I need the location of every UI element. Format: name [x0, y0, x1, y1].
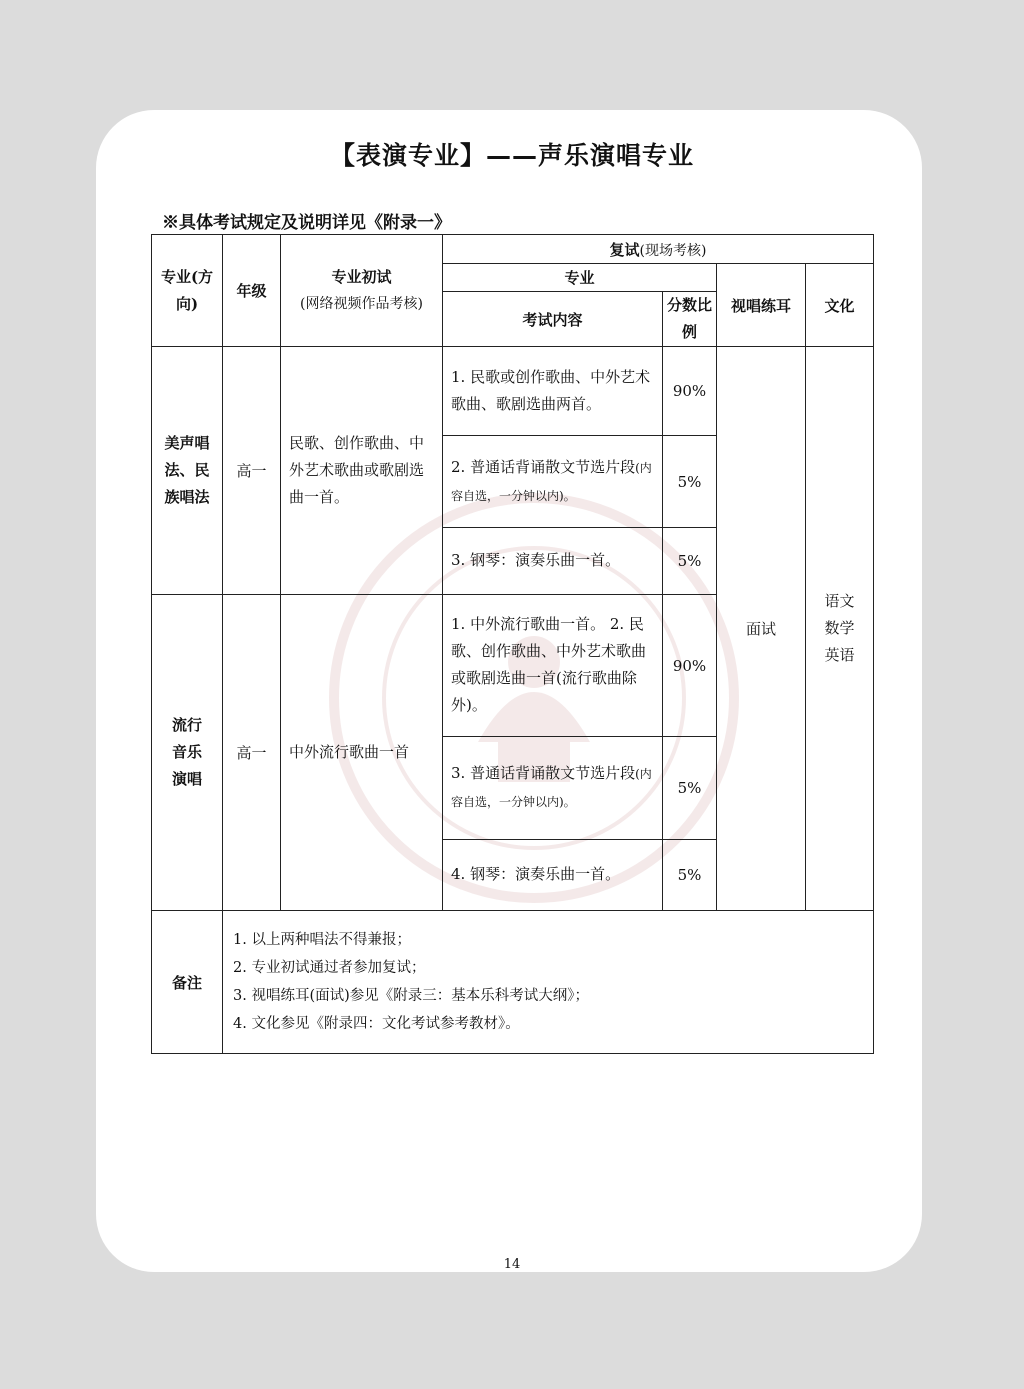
ratio-cell-1-2: 5% [663, 436, 717, 528]
header-retest-sub: (现场考核) [639, 242, 707, 259]
grade-cell-2: 高一 [223, 595, 281, 911]
content-cell-1-1: 1. 民歌或创作歌曲、中外艺术歌曲、歌剧选曲两首。 [443, 347, 663, 436]
content-cell-2-1: 1. 中外流行歌曲一首。 2. 民歌、创作歌曲、中外艺术歌曲或歌剧选曲一首(流行歌曲除外)。 [443, 595, 663, 737]
ratio-cell-2-2: 5% [663, 737, 717, 840]
page-title: 【表演专业】——声乐演唱专业 [329, 141, 694, 170]
header-major: 专业(方向) [152, 235, 223, 347]
culture-cell: 语文数学英语 [806, 347, 874, 911]
header-content: 考试内容 [443, 292, 663, 347]
remarks-cell [223, 911, 874, 1054]
exam-table [151, 234, 874, 1054]
header-retest-title: 复试 [609, 240, 640, 259]
grade-cell-1: 高一 [223, 347, 281, 595]
ratio-cell-2-3: 5% [663, 840, 717, 911]
major-cell-1: 美声唱法、民族唱法 [152, 347, 223, 595]
remark-2: 2. 专业初试通过者参加复试； [233, 960, 426, 976]
header-grade: 年级 [223, 235, 281, 347]
header-prelim [281, 235, 443, 347]
header-retest [443, 235, 874, 264]
header-specialty: 专业 [443, 264, 717, 292]
prelim-cell-2: 中外流行歌曲一首 [281, 595, 443, 911]
header-solfege: 视唱练耳 [717, 264, 806, 347]
remark-3: 3. 视唱练耳(面试)参见《附录三：基本乐科考试大纲》； [233, 988, 590, 1004]
header-culture: 文化 [806, 264, 874, 347]
content-cell-2-2: 3. 普通话背诵散文节选片段(内容自选，一分钟以内)。 [443, 737, 663, 840]
header-prelim-sub: (网络视频作品考核) [300, 295, 423, 312]
appendix-note: ※具体考试规定及说明详见《附录一》 [162, 213, 451, 233]
ratio-cell-1-1: 90% [663, 347, 717, 436]
ratio-cell-1-3: 5% [663, 528, 717, 595]
ratio-cell-2-1: 90% [663, 595, 717, 737]
solfege-cell: 面试 [717, 347, 806, 911]
content-cell-2-3: 4. 钢琴：演奏乐曲一首。 [443, 840, 663, 911]
page-number: 14 [503, 1257, 521, 1272]
remarks-label: 备注 [152, 911, 223, 1054]
major-cell-2: 流行音乐演唱 [152, 595, 223, 911]
header-ratio: 分数比例 [663, 292, 717, 347]
content-cell-1-2: 2. 普通话背诵散文节选片段(内容自选，一分钟以内)。 [443, 436, 663, 528]
remark-4: 4. 文化参见《附录四：文化考试参考教材》。 [233, 1016, 520, 1032]
content-cell-1-3: 3. 钢琴：演奏乐曲一首。 [443, 528, 663, 595]
header-prelim-title: 专业初试 [331, 267, 392, 286]
remark-1: 1. 以上两种唱法不得兼报； [233, 932, 411, 948]
prelim-cell-1: 民歌、创作歌曲、中外艺术歌曲或歌剧选曲一首。 [281, 347, 443, 595]
